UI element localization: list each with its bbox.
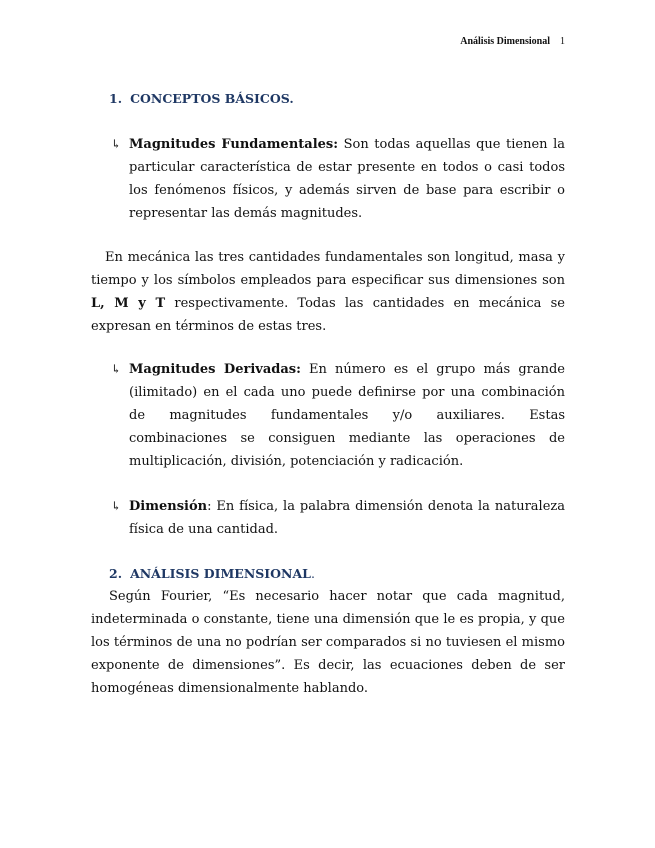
section-number: 1. xyxy=(109,91,123,106)
list-item-dimension xyxy=(129,495,565,541)
section-title: ANÁLISIS DIMENSIONAL xyxy=(130,566,311,581)
definition: : En física, la palabra dimensión denota la naturaleza física de una cantidad. xyxy=(129,499,565,537)
list-item-magnitudes-derivadas xyxy=(129,358,565,473)
symbols: L, M y T xyxy=(91,296,166,311)
term: Magnitudes Derivadas: xyxy=(129,362,301,377)
paragraph-mecanica xyxy=(91,246,565,338)
paragraph-text: En mecánica las tres cantidades fundamentales son longitud, masa y tiempo y los símbolos empleados para especificar sus dimensiones son xyxy=(91,250,565,288)
definition: Son todas aquellas que tienen la particular característica de estar presente en todos o casi todos los fenómenos físicos, y además sirven de base para escribir o representar las demás magnitudes. xyxy=(129,137,565,221)
section-heading-1 xyxy=(109,91,294,106)
bullet-arrow-icon: ↳ xyxy=(111,137,122,151)
section-title-dot: . xyxy=(310,566,315,581)
section-title: CONCEPTOS BÁSICOS. xyxy=(130,91,294,106)
running-header xyxy=(460,36,565,47)
page-number: 1 xyxy=(560,36,565,47)
bullet-arrow-icon: ↳ xyxy=(111,362,122,376)
paragraph-text: Según Fourier, “Es necesario hacer notar que cada magnitud, indeterminada o constante, tiene una dimensión que le es propia, y que los términos de una no podrían ser comparados si no tuviesen el mismo exponente de dimensiones”. Es decir, las ecuaciones deben de ser homogéneas dimensionalmente hablando. xyxy=(91,589,565,696)
section-heading-2 xyxy=(109,566,315,581)
section-number: 2. xyxy=(109,566,123,581)
term: Dimensión xyxy=(129,499,208,514)
definition: En número es el grupo más grande (ilimitado) en el cada uno puede definirse por una combinación de magnitudes fundamentales y/o auxiliares. Estas combinaciones se consiguen mediante las operaciones de multiplicación, división, potenciación y radicación. xyxy=(129,362,565,469)
paragraph-fourier xyxy=(91,585,565,700)
bullet-arrow-icon: ↳ xyxy=(111,499,122,513)
list-item-magnitudes-fundamentales xyxy=(129,133,565,225)
paragraph-text: respectivamente. Todas las cantidades en mecánica se expresan en términos de estas tres. xyxy=(91,296,565,334)
header-title: Análisis Dimensional xyxy=(460,36,550,47)
term: Magnitudes Fundamentales: xyxy=(129,137,339,152)
